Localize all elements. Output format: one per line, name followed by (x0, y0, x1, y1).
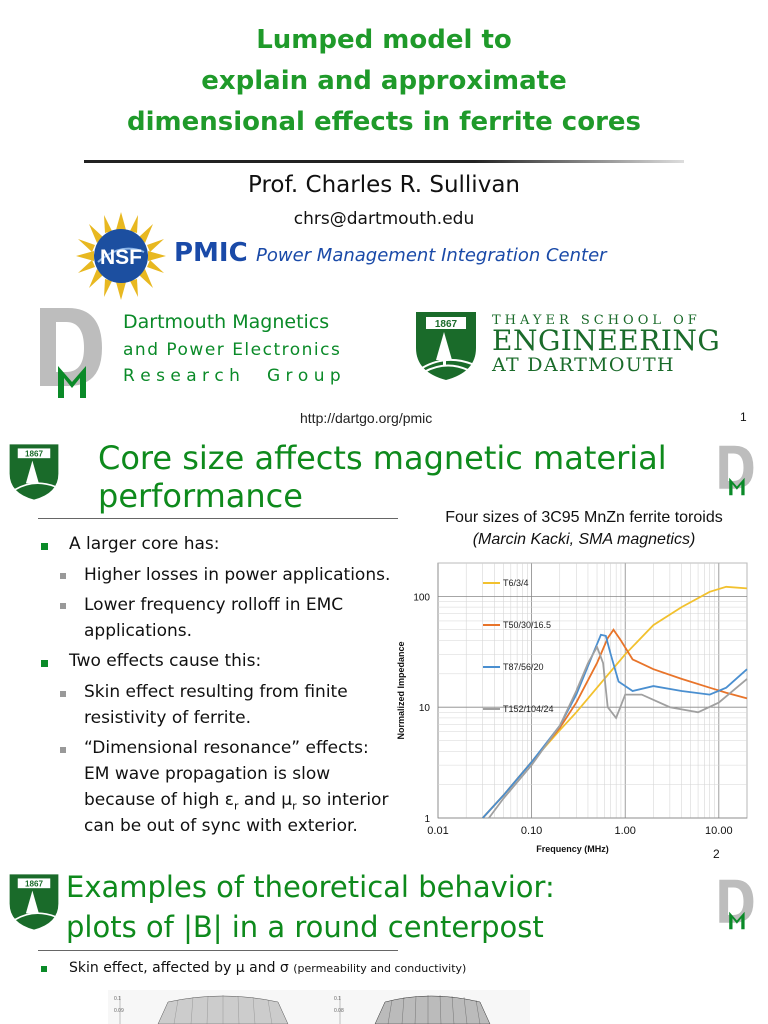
thayer-seal-icon (414, 310, 478, 382)
field-plot-2 (330, 990, 530, 1024)
x-tick-label: 0.10 (520, 825, 543, 837)
dm-line-2: and Power Electronics (123, 340, 342, 360)
author-name: Prof. Charles R. Sullivan (248, 172, 520, 198)
bullet-marker (41, 660, 48, 667)
svg-text:0.1: 0.1 (334, 996, 341, 1002)
slide2-title-line-2: performance (98, 477, 303, 515)
chart-subtitle: (Marcin Kacki, SMA magnetics) (472, 531, 696, 548)
slide3-title-line-2: plots of |B| in a round centerpost (66, 910, 544, 944)
slide1-page-number: 1 (740, 410, 747, 424)
x-tick-label: 0.01 (427, 825, 449, 837)
bullet-lower-rolloff-2: applications. (84, 621, 193, 641)
pmic-subtitle: Power Management Integration Center (256, 245, 607, 266)
slide3-seal-icon (8, 872, 60, 932)
svg-text:0.09: 0.09 (114, 1008, 124, 1014)
slide3-seal-year: 1867 (24, 879, 44, 889)
x-axis-label: Frequency (MHz) (536, 844, 609, 854)
thayer-line-2: ENGINEERING (492, 324, 721, 357)
bullet-higher-losses: Higher losses in power applications. (84, 565, 391, 585)
chart-title: Four sizes of 3C95 MnZn ferrite toroids (445, 509, 723, 526)
slide2-divider (38, 518, 398, 519)
bullet-paren: (permeability and conductivity) (293, 962, 467, 975)
slide3-bullet (69, 960, 466, 976)
bullet-marker (41, 543, 48, 550)
nsf-logo-icon (76, 212, 166, 300)
bullet-dim-resonance-1: “Dimensional resonance” effects: (84, 738, 369, 758)
bullet-skin-effect: Skin effect, affected by μ and σ (69, 960, 289, 976)
svg-text:0.1: 0.1 (114, 996, 121, 1002)
bullet-larger-core: A larger core has: (69, 534, 220, 554)
slide1-title-line-3: dimensional effects in ferrite cores (126, 107, 642, 137)
legend-label-2: T50/30/16.5 (503, 620, 552, 630)
slide3-dm-logo-icon (716, 876, 760, 932)
author-email: chrs@dartmouth.edu (293, 209, 475, 229)
x-tick-label: 1.00 (614, 825, 636, 837)
x-tick-label: 10.00 (705, 825, 733, 837)
bullet-skin-effect-2: resistivity of ferrite. (84, 708, 251, 728)
y-tick-label: 1 (424, 814, 430, 825)
title-divider (84, 160, 684, 163)
slide2-page-number: 2 (713, 847, 720, 861)
thayer-line-1: THAYER SCHOOL OF (492, 313, 701, 328)
legend-label-3: T87/56/20 (503, 662, 544, 672)
slide2-title-line-1: Core size affects magnetic material (98, 439, 667, 477)
slide2-dm-logo-icon (716, 442, 760, 498)
bullet-dim-resonance-2: EM wave propagation is slow (84, 764, 331, 784)
impedance-chart (390, 555, 768, 865)
thayer-seal-year: 1867 (434, 319, 458, 330)
sub-r-2: r (292, 799, 297, 813)
slide1-title-line-2: explain and approximate (201, 66, 567, 96)
bullet-marker (41, 966, 47, 972)
slide3-divider (38, 950, 398, 951)
bullet-lower-rolloff-1: Lower frequency rolloff in EMC (84, 595, 344, 615)
sub-bullet-marker (60, 573, 66, 579)
legend-label-1: T6/3/4 (503, 578, 529, 588)
text-high-eps: because of high ε (84, 790, 234, 810)
bullet-dim-resonance-3 (84, 790, 388, 812)
bullet-skin-effect-1: Skin effect resulting from finite (84, 682, 348, 702)
y-axis-label: Normalized Impedance (396, 641, 406, 740)
dm-line-1: Dartmouth Magnetics (123, 311, 330, 333)
field-plot-1 (108, 990, 338, 1024)
pmic-url[interactable]: http://dartgo.org/pmic (300, 410, 433, 426)
slide2-seal-icon (8, 442, 60, 502)
sub-bullet-marker (60, 691, 66, 697)
y-tick-label: 10 (418, 703, 430, 715)
nsf-text: NSF (100, 246, 142, 269)
dm-line-3: R e s e a r c h G r o u p (123, 366, 341, 386)
sub-r-1: r (233, 799, 239, 813)
sub-bullet-marker (60, 603, 66, 609)
slide2-seal-year: 1867 (24, 449, 44, 459)
legend-label-4: T152/104/24 (503, 704, 554, 714)
pmic-label: PMIC (174, 238, 248, 268)
svg-text:0.08: 0.08 (334, 1008, 344, 1014)
slide3-title-line-1: Examples of theoretical behavior: (66, 870, 555, 904)
y-tick-label: 100 (413, 592, 430, 604)
text-and-mu: and μ (238, 790, 293, 810)
thayer-line-3: AT DARTMOUTH (492, 354, 675, 376)
sub-bullet-marker (60, 747, 66, 753)
text-so-interior: so interior (296, 790, 389, 810)
dm-logo-icon (34, 304, 114, 400)
slide1-title-line-1: Lumped model to (256, 25, 512, 55)
bullet-dim-resonance-4: can be out of sync with exterior. (84, 816, 358, 836)
bullet-two-effects: Two effects cause this: (69, 651, 262, 671)
